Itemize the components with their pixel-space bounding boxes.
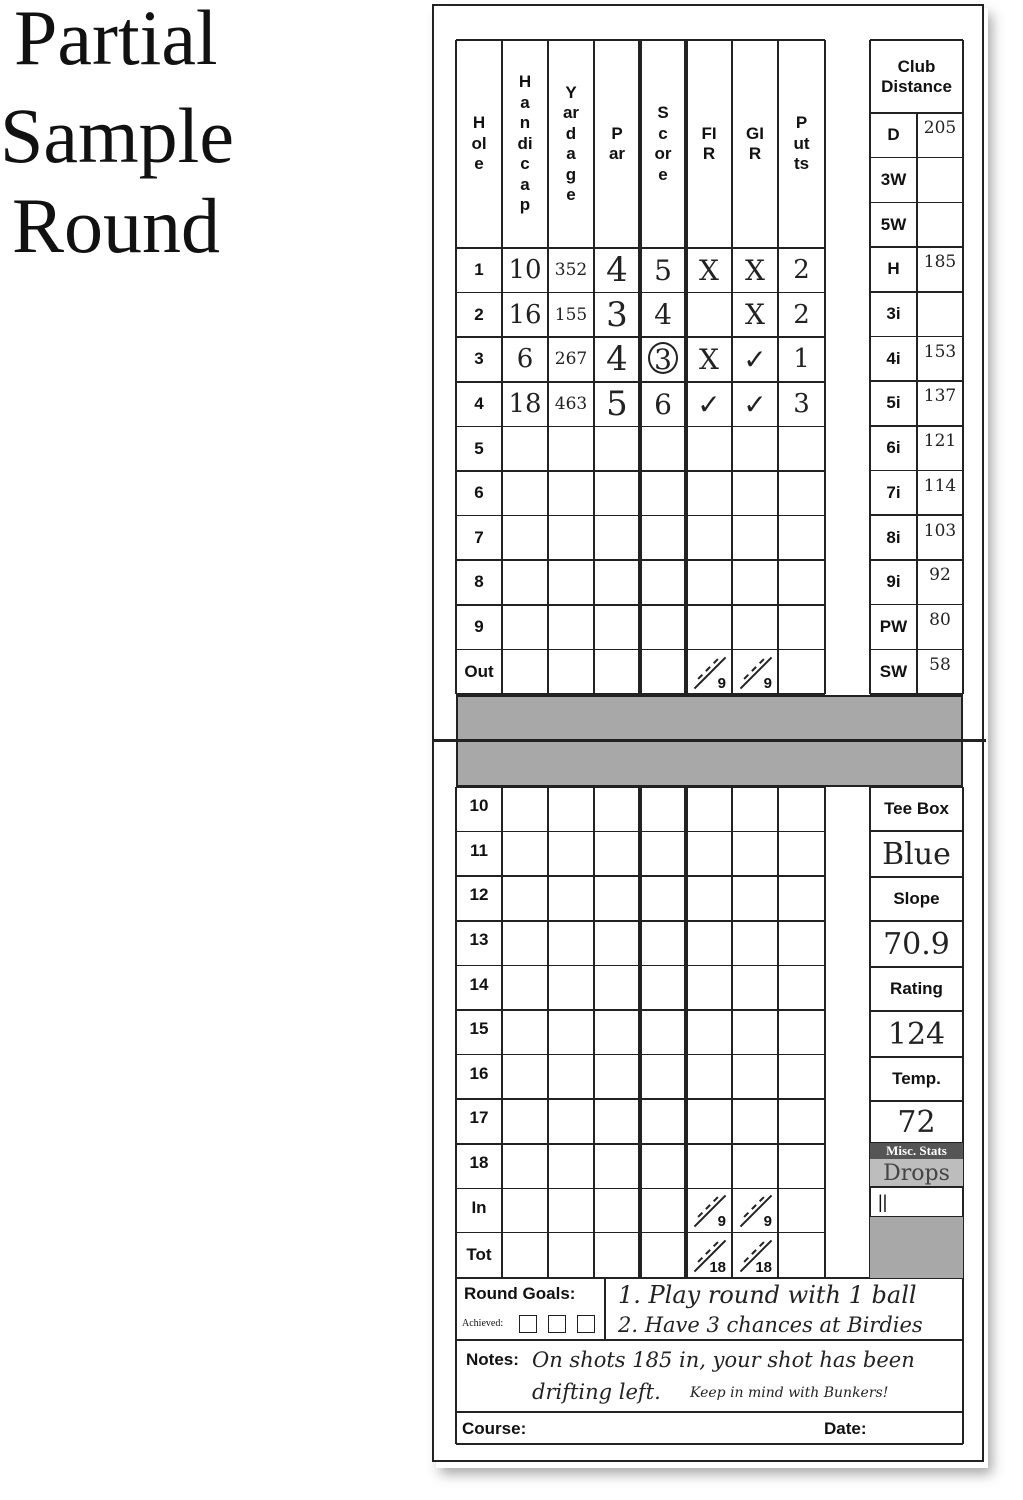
club-name: 8i [886, 527, 901, 547]
grid-line-v [604, 1278, 606, 1340]
fraction-total: 18 [755, 1259, 772, 1277]
fir-in-fraction [686, 1188, 732, 1232]
hole-yardage-value: 352 [554, 260, 588, 281]
hole-handicap-value: 6 [516, 344, 534, 375]
notes-line-1: On shots 185 in, your shot has been [532, 1348, 915, 1372]
hole-fir-value: X [699, 253, 719, 287]
header-score [640, 40, 686, 248]
misc-stats-header: Misc. Stats [870, 1143, 963, 1159]
hole-score-value: 4 [654, 298, 672, 332]
title-line-1: Partial [14, 0, 218, 81]
club-distance-value: 137 [923, 386, 957, 407]
tot-label: Tot [466, 1245, 492, 1265]
header-score-label: Score [654, 103, 672, 184]
grid-line-h [456, 1411, 963, 1413]
side-temp-label: Temp. [892, 1069, 941, 1088]
title-line-2: Sample [0, 92, 234, 179]
grid-line-v [593, 787, 595, 1278]
club-name: SW [879, 661, 908, 681]
club-distance-value: 103 [923, 520, 957, 541]
hole-number: 16 [469, 1063, 489, 1083]
grid-line-v [547, 787, 549, 1278]
header-yardage-label: Yardage [562, 82, 580, 204]
hole-yardage-value: 155 [554, 304, 588, 325]
club-name: 3W [880, 170, 907, 190]
gir-tot-fraction [732, 1232, 778, 1278]
club-name: 6i [886, 438, 901, 458]
club-distance-value: 185 [923, 252, 957, 273]
side-slope-label: Slope [893, 889, 940, 908]
hole-number: 7 [474, 527, 484, 547]
hole-number: 13 [469, 930, 489, 950]
fold-line [432, 739, 986, 742]
hole-score-value: 6 [654, 387, 672, 421]
course-label: Course: [462, 1419, 527, 1438]
side-tee-box-value: Blue [882, 836, 951, 872]
hole-number: 11 [470, 840, 488, 860]
hole-number: 10 [469, 796, 489, 816]
hole-number: 17 [469, 1108, 489, 1128]
goal-2: 2. Have 3 chances at Birdies [618, 1313, 923, 1337]
achieved-checkbox [519, 1315, 537, 1333]
hole-fir-value: ✓ [697, 387, 721, 421]
club-distance-value: 114 [923, 475, 957, 496]
grid-line-h [456, 1339, 963, 1341]
side-temp-value: 72 [897, 1104, 936, 1140]
hole-par-value: 5 [606, 384, 628, 425]
club-distance-title: Club Distance [881, 56, 952, 96]
notes-line-2a: drifting left. [532, 1380, 661, 1404]
achieved-checkbox [548, 1315, 566, 1333]
club-name: 5i [886, 393, 901, 413]
round-goals-label: Round Goals: [464, 1284, 576, 1303]
club-name: D [887, 125, 900, 145]
header-fir-label: FIR [701, 123, 717, 163]
hole-putts-value: 2 [793, 255, 810, 286]
header-handicap [502, 40, 548, 248]
fraction-total: 9 [717, 1213, 726, 1231]
hole-par-value: 4 [606, 250, 628, 291]
drops-tally: || [878, 1191, 888, 1212]
club-name: 7i [886, 482, 901, 502]
fraction-dash [697, 1197, 718, 1218]
hole-number: 9 [474, 617, 484, 637]
gir-in-fraction [732, 1188, 778, 1232]
hole-gir-value: X [745, 298, 765, 332]
header-par-label: Par [608, 123, 626, 163]
hole-putts-value: 1 [793, 344, 810, 375]
achieved-checkbox [577, 1315, 595, 1333]
club-name: PW [879, 616, 908, 636]
header-fir [686, 40, 732, 248]
hole-score-value: 5 [654, 253, 672, 287]
fir-tot-fraction [686, 1232, 732, 1278]
in-label: In [471, 1198, 487, 1218]
hole-number: 15 [469, 1019, 489, 1039]
blank-gray-cell [870, 1217, 963, 1278]
header-hole [456, 40, 502, 248]
hole-number: 3 [474, 349, 484, 369]
hole-number: 14 [469, 974, 489, 994]
fraction-total: 9 [763, 1213, 772, 1231]
hole-gir-value: ✓ [743, 387, 767, 421]
hole-yardage-value: 463 [554, 394, 588, 415]
club-name: 5W [880, 214, 907, 234]
goal-1: 1. Play round with 1 ball [618, 1281, 917, 1309]
hole-putts-value: 2 [793, 299, 810, 330]
birdie-circle [648, 342, 678, 374]
fraction-total: 9 [763, 674, 772, 692]
notes-label: Notes: [466, 1350, 519, 1369]
hole-handicap-value: 16 [508, 299, 542, 330]
fraction-total: 18 [709, 1259, 726, 1277]
gir-out-fraction [732, 649, 778, 694]
club-name: H [887, 259, 900, 279]
hole-score-value: 3 [640, 337, 686, 382]
side-rating-value: 124 [887, 1016, 946, 1052]
club-name: 4i [886, 348, 901, 368]
hole-par-value: 4 [606, 339, 628, 380]
notes-line-2b: Keep in mind with Bunkers! [690, 1385, 889, 1401]
grid-line-h [456, 1443, 963, 1445]
hole-gir-value: X [745, 253, 765, 287]
header-par [594, 40, 640, 248]
title-line-3: Round [12, 182, 221, 269]
header-putts-label: Putts [793, 113, 810, 174]
header-yardage [548, 40, 594, 248]
drops-label: Drops [870, 1159, 963, 1187]
fir-out-fraction [686, 649, 732, 694]
fraction-total: 9 [717, 674, 726, 692]
hole-putts-value: 3 [793, 389, 810, 420]
header-hole-label: Hole [471, 113, 487, 174]
achieved-label: Achieved: [462, 1318, 504, 1329]
club-distance-value: 121 [923, 431, 957, 452]
club-distance-value: 153 [923, 341, 957, 362]
header-handicap-label: Handicap [517, 72, 533, 215]
club-distance-value: 205 [923, 118, 957, 139]
hole-number: 4 [474, 394, 484, 414]
side-rating-label: Rating [890, 979, 943, 998]
hole-number: 1 [474, 260, 484, 280]
club-distance-value: 58 [929, 654, 951, 675]
header-gir [732, 40, 778, 248]
hole-gir-value: ✓ [743, 342, 767, 376]
hole-number: 2 [474, 304, 484, 324]
hole-fir-value: X [699, 342, 719, 376]
side-tee-box-label: Tee Box [884, 799, 949, 818]
heavy-divider [638, 787, 642, 1278]
hole-number: 6 [474, 483, 484, 503]
fraction-dash [743, 1197, 764, 1218]
hole-handicap-value: 10 [508, 255, 542, 286]
hole-number: 5 [474, 438, 484, 458]
club-distance-value: 92 [929, 565, 951, 586]
club-distance-value: 80 [929, 609, 951, 630]
hole-number: 18 [469, 1153, 489, 1173]
hole-yardage-value: 267 [554, 349, 588, 370]
date-label: Date: [824, 1419, 867, 1438]
header-gir-label: GIR [746, 123, 764, 163]
side-slope-value: 70.9 [883, 926, 950, 962]
grid-line-v [455, 1278, 457, 1444]
club-name: 9i [886, 572, 901, 592]
header-putts [778, 40, 825, 248]
hole-par-value: 3 [606, 294, 628, 335]
hole-number: 12 [469, 885, 489, 905]
hole-number: 8 [474, 572, 484, 592]
grid-line-v [824, 787, 826, 1278]
grid-line-v [962, 1278, 964, 1444]
hole-handicap-value: 18 [508, 389, 542, 420]
club-name: 3i [886, 304, 901, 324]
out-label: Out [464, 661, 494, 681]
